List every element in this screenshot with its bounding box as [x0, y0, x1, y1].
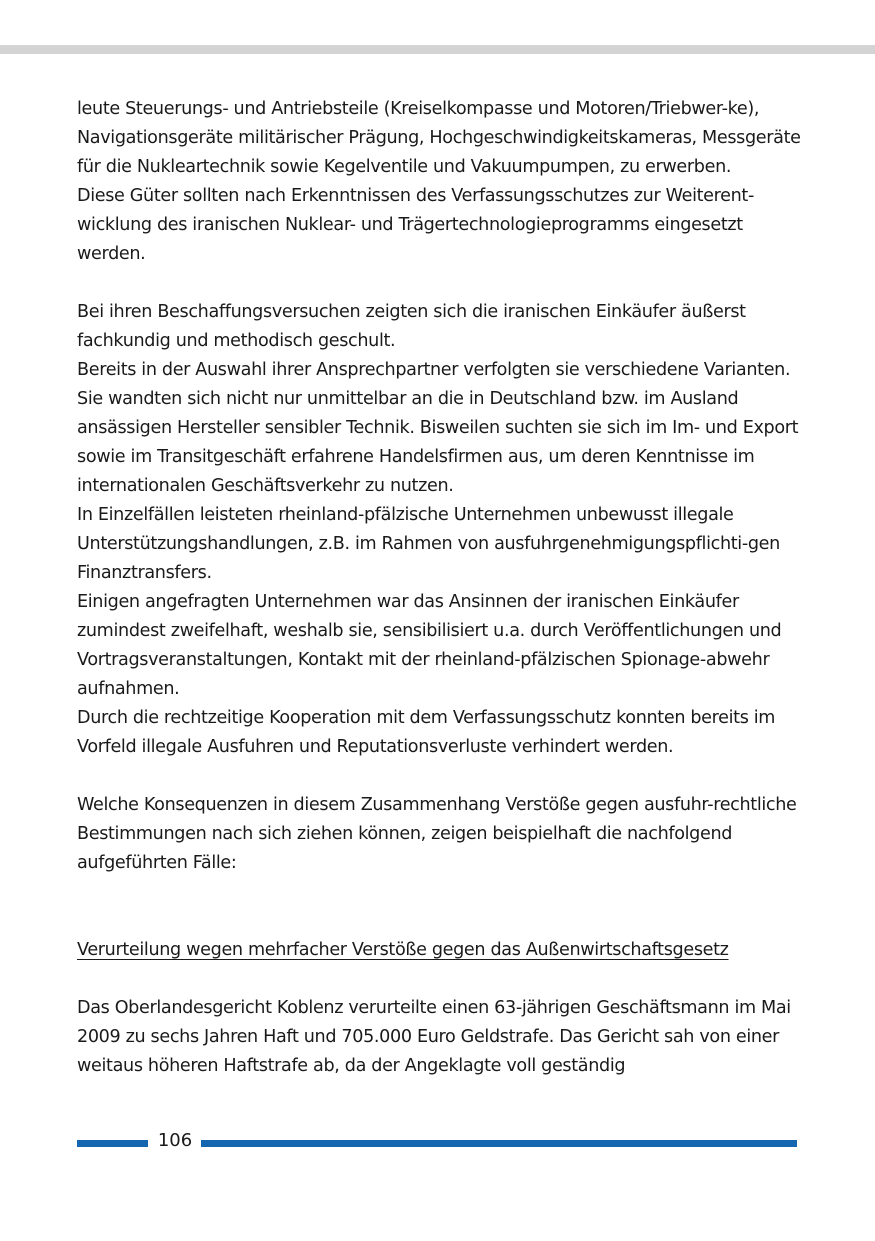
- page-footer: [77, 1128, 797, 1154]
- page-number: 106: [157, 1130, 193, 1151]
- paragraph: Welche Konsequenzen in diesem Zusammenhang Verstöße gegen ausfuhr-rechtliche Bestimmungen nach sich ziehen können, zeigen beispielhaft die nachfolgend aufgeführten Fälle:: [77, 795, 797, 873]
- section-spacer: [77, 878, 802, 936]
- paragraph-spacer: [77, 762, 802, 791]
- paragraph: Diese Güter sollten nach Erkenntnissen des Verfassungsschutzes zur Weiterent-wicklung des iranischen Nuklear- und Trägertechnologieprogramms eingesetzt werden.: [77, 186, 754, 264]
- paragraph: Durch die rechtzeitige Kooperation mit dem Verfassungsschutz konnten bereits im Vorfeld illegale Ausfuhren und Reputationsverluste verhindert werden.: [77, 708, 776, 757]
- footer-bar-left: [77, 1140, 148, 1147]
- paragraph: Einigen angefragten Unternehmen war das Ansinnen der iranischen Einkäufer zumindest zweifelhaft, weshalb sie, sensibilisiert u.a. durch Veröffentlichungen und Vortragsveranstaltungen, Kontakt mit der rheinland-pfälzischen Spionage-abwehr aufnahmen.: [77, 592, 782, 699]
- paragraph-spacer: [77, 965, 802, 994]
- footer-bar-right: [201, 1140, 797, 1147]
- page-body: [77, 95, 802, 1081]
- paragraph-spacer: [77, 269, 802, 298]
- paragraph: In Einzelfällen leisteten rheinland-pfälzische Unternehmen unbewusst illegale Unterstützungshandlungen, z.B. im Rahmen von ausfuhrgenehmigungspflichti-gen Finanztransfers.: [77, 505, 780, 583]
- paragraph: Bei ihren Beschaffungsversuchen zeigten sich die iranischen Einkäufer äußerst fachkundig und methodisch geschult.: [77, 302, 746, 351]
- paragraph: Bereits in der Auswahl ihrer Ansprechpartner verfolgten sie verschiedene Varianten. Sie wandten sich nicht nur unmittelbar an die in Deutschland bzw. im Ausland ansässigen Hersteller sensibler Technik. Bisweilen suchten sie sich im Im- und Export sowie im Transitgeschäft erfahrene Handelsfirmen aus, um deren Kenntnisse im internationalen Geschäftsverkehr zu nutzen.: [77, 360, 799, 496]
- section-heading: Verurteilung wegen mehrfacher Verstöße gegen das Außenwirtschaftsgesetz: [77, 940, 729, 960]
- top-divider: [0, 45, 875, 54]
- paragraph: leute Steuerungs- und Antriebsteile (Kreiselkompasse und Motoren/Triebwer-ke), Navigationsgeräte militärischer Prägung, Hochgeschwindigkeitskameras, Messgeräte für die Nukleartechnik sowie Kegelventile und Vakuumpumpen, zu erwerben.: [77, 99, 801, 177]
- paragraph: Das Oberlandesgericht Koblenz verurteilte einen 63-jährigen Geschäftsmann im Mai 2009 zu sechs Jahren Haft und 705.000 Euro Geldstrafe. Das Gericht sah von einer weitaus höheren Haftstrafe ab, da der Angeklagte voll geständig: [77, 998, 791, 1076]
